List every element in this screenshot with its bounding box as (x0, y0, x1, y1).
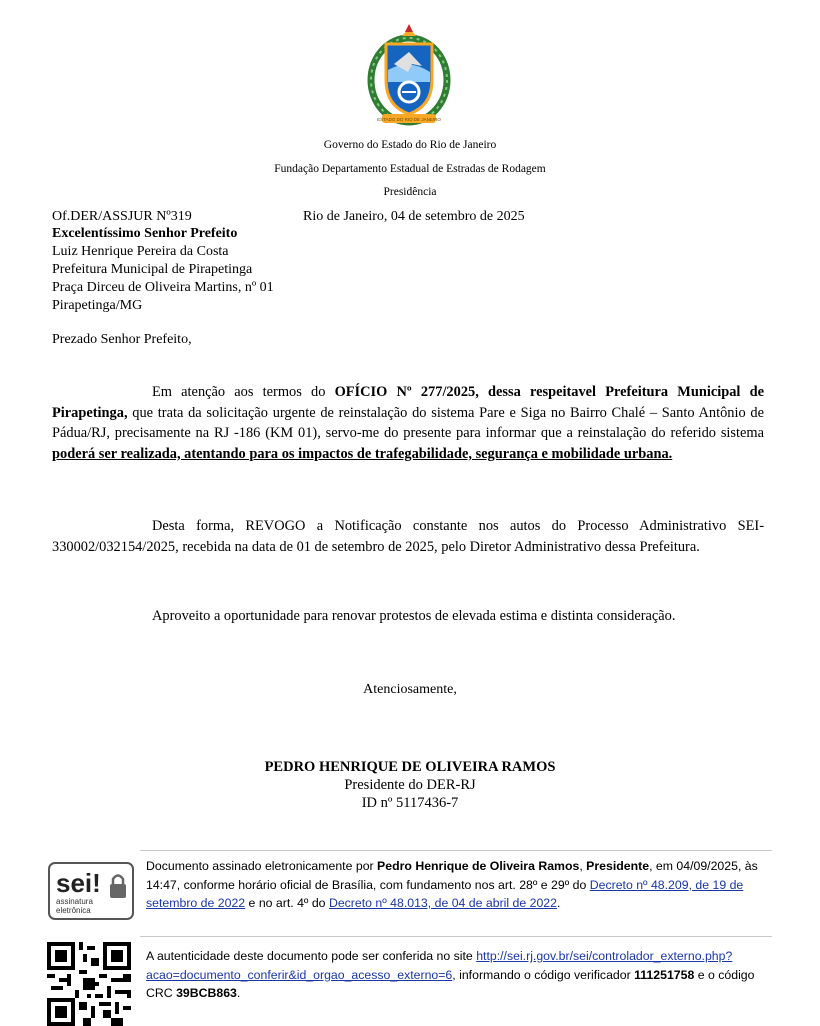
closing: Atenciosamente, (363, 682, 457, 697)
sei-signature-logo (48, 862, 134, 920)
sei-logo-sub2: eletrônica (56, 906, 91, 915)
header-government: Governo do Estado do Rio de Janeiro (323, 139, 497, 151)
paragraph-3: Aproveito a oportunidade para renovar protestos de elevada estima e distinta consideração. (152, 608, 676, 624)
recipient-name: Luiz Henrique Pereira da Costa (52, 244, 229, 259)
paragraph-1: Em atenção aos termos do OFÍCIO Nº 277/2025, dessa respeitavel Prefeitura Municipal de Pirapetinga, que trata da solicitação urgente de reinstalação do sistema Pare e Siga no Bairro Chalé – Santo Antônio de Pádua/RJ, precisamente na RJ -186 (KM 01), servo-me do presente para informar que a reinstalação do referido sistema poderá ser realizada, atentando para os impactos de trafegabilidade, segurança e mobilidade urbana. (52, 384, 765, 462)
authenticity-statement: A autenticidade deste documento pode ser conferida no site http://sei.rj.gov.br/sei/controlador_externo.php? acao=documento_conferir&id_orgao_acesso_externo=6, informando o código verificador 111251758 e o código CRC 39BCB863. (146, 949, 755, 1000)
footer-divider-middle (140, 936, 772, 937)
salutation: Prezado Senhor Prefeito, (52, 332, 192, 347)
crc-code: 39BCB863 (176, 986, 237, 1000)
sei-verification-link[interactable]: http://sei.rj.gov.br/sei/controlador_externo.php? acao=documento_conferir&id_orgao_acesso_externo=6 (146, 949, 733, 982)
crest-motto: ESTADO DO RIO DE JANEIRO (377, 117, 441, 122)
paragraph-1-reference: OFÍCIO Nº 277/2025, dessa respeitavel Prefeitura Municipal de Pirapetinga, (52, 384, 765, 421)
sei-logo-sub1: assinatura (56, 897, 93, 906)
recipient-address: Praça Dirceu de Oliveira Martins, nº 01 (52, 280, 274, 295)
decree-48209-link[interactable]: Decreto nº 48.209, de 19 de setembro de 2022 (146, 877, 744, 910)
letter-place-date: Rio de Janeiro, 04 de setembro de 2025 (303, 209, 525, 224)
signature-statement: Documento assinado eletronicamente por Pedro Henrique de Oliveira Ramos, Presidente, em 04/09/2025, às 14:47, conforme horário oficial de Brasília, com fundamento nos art. 28º e 29º do Decreto nº 48.209, de 19 de setembro de 2022 e no art. 4º do Decreto nº 48.013, de 04 de abril de 2022. (146, 859, 758, 910)
recipient-org: Prefeitura Municipal de Pirapetinga (52, 262, 253, 277)
header-foundation: Fundação Departamento Estadual de Estradas de Rodagem (274, 163, 546, 175)
paragraph-1-decision: poderá ser realizada, atentando para os impactos de trafegabilidade, segurança e mobilidade urbana. (52, 445, 673, 462)
sei-logo-text: sei! (56, 868, 101, 898)
recipient-city: Pirapetinga/MG (52, 298, 143, 313)
recipient-title: Excelentíssimo Senhor Prefeito (52, 226, 238, 241)
signatory-role: Presidente do DER-RJ (344, 777, 476, 793)
letter-reference: Of.DER/ASSJUR Nº319 (52, 209, 192, 224)
state-crest-logo (364, 22, 454, 128)
footer-divider-top (140, 850, 772, 851)
verifier-code: 111251758 (634, 967, 695, 982)
signatory-name: PEDRO HENRIQUE DE OLIVEIRA RAMOS (264, 759, 556, 775)
decree-48013-link[interactable]: Decreto nº 48.013, de 04 de abril de 2022 (328, 896, 557, 910)
paragraph-2: Desta forma, REVOGO a Notificação constante nos autos do Processo Administrativo SEI-330002/032154/2025, recebida na data de 01 de setembro de 2025, pelo Diretor Administrativo dessa Prefeitura. (52, 518, 764, 555)
header-office: Presidência (383, 186, 437, 198)
qr-code-icon (47, 942, 131, 1026)
signatory-id: ID nº 5117436-7 (361, 795, 459, 811)
